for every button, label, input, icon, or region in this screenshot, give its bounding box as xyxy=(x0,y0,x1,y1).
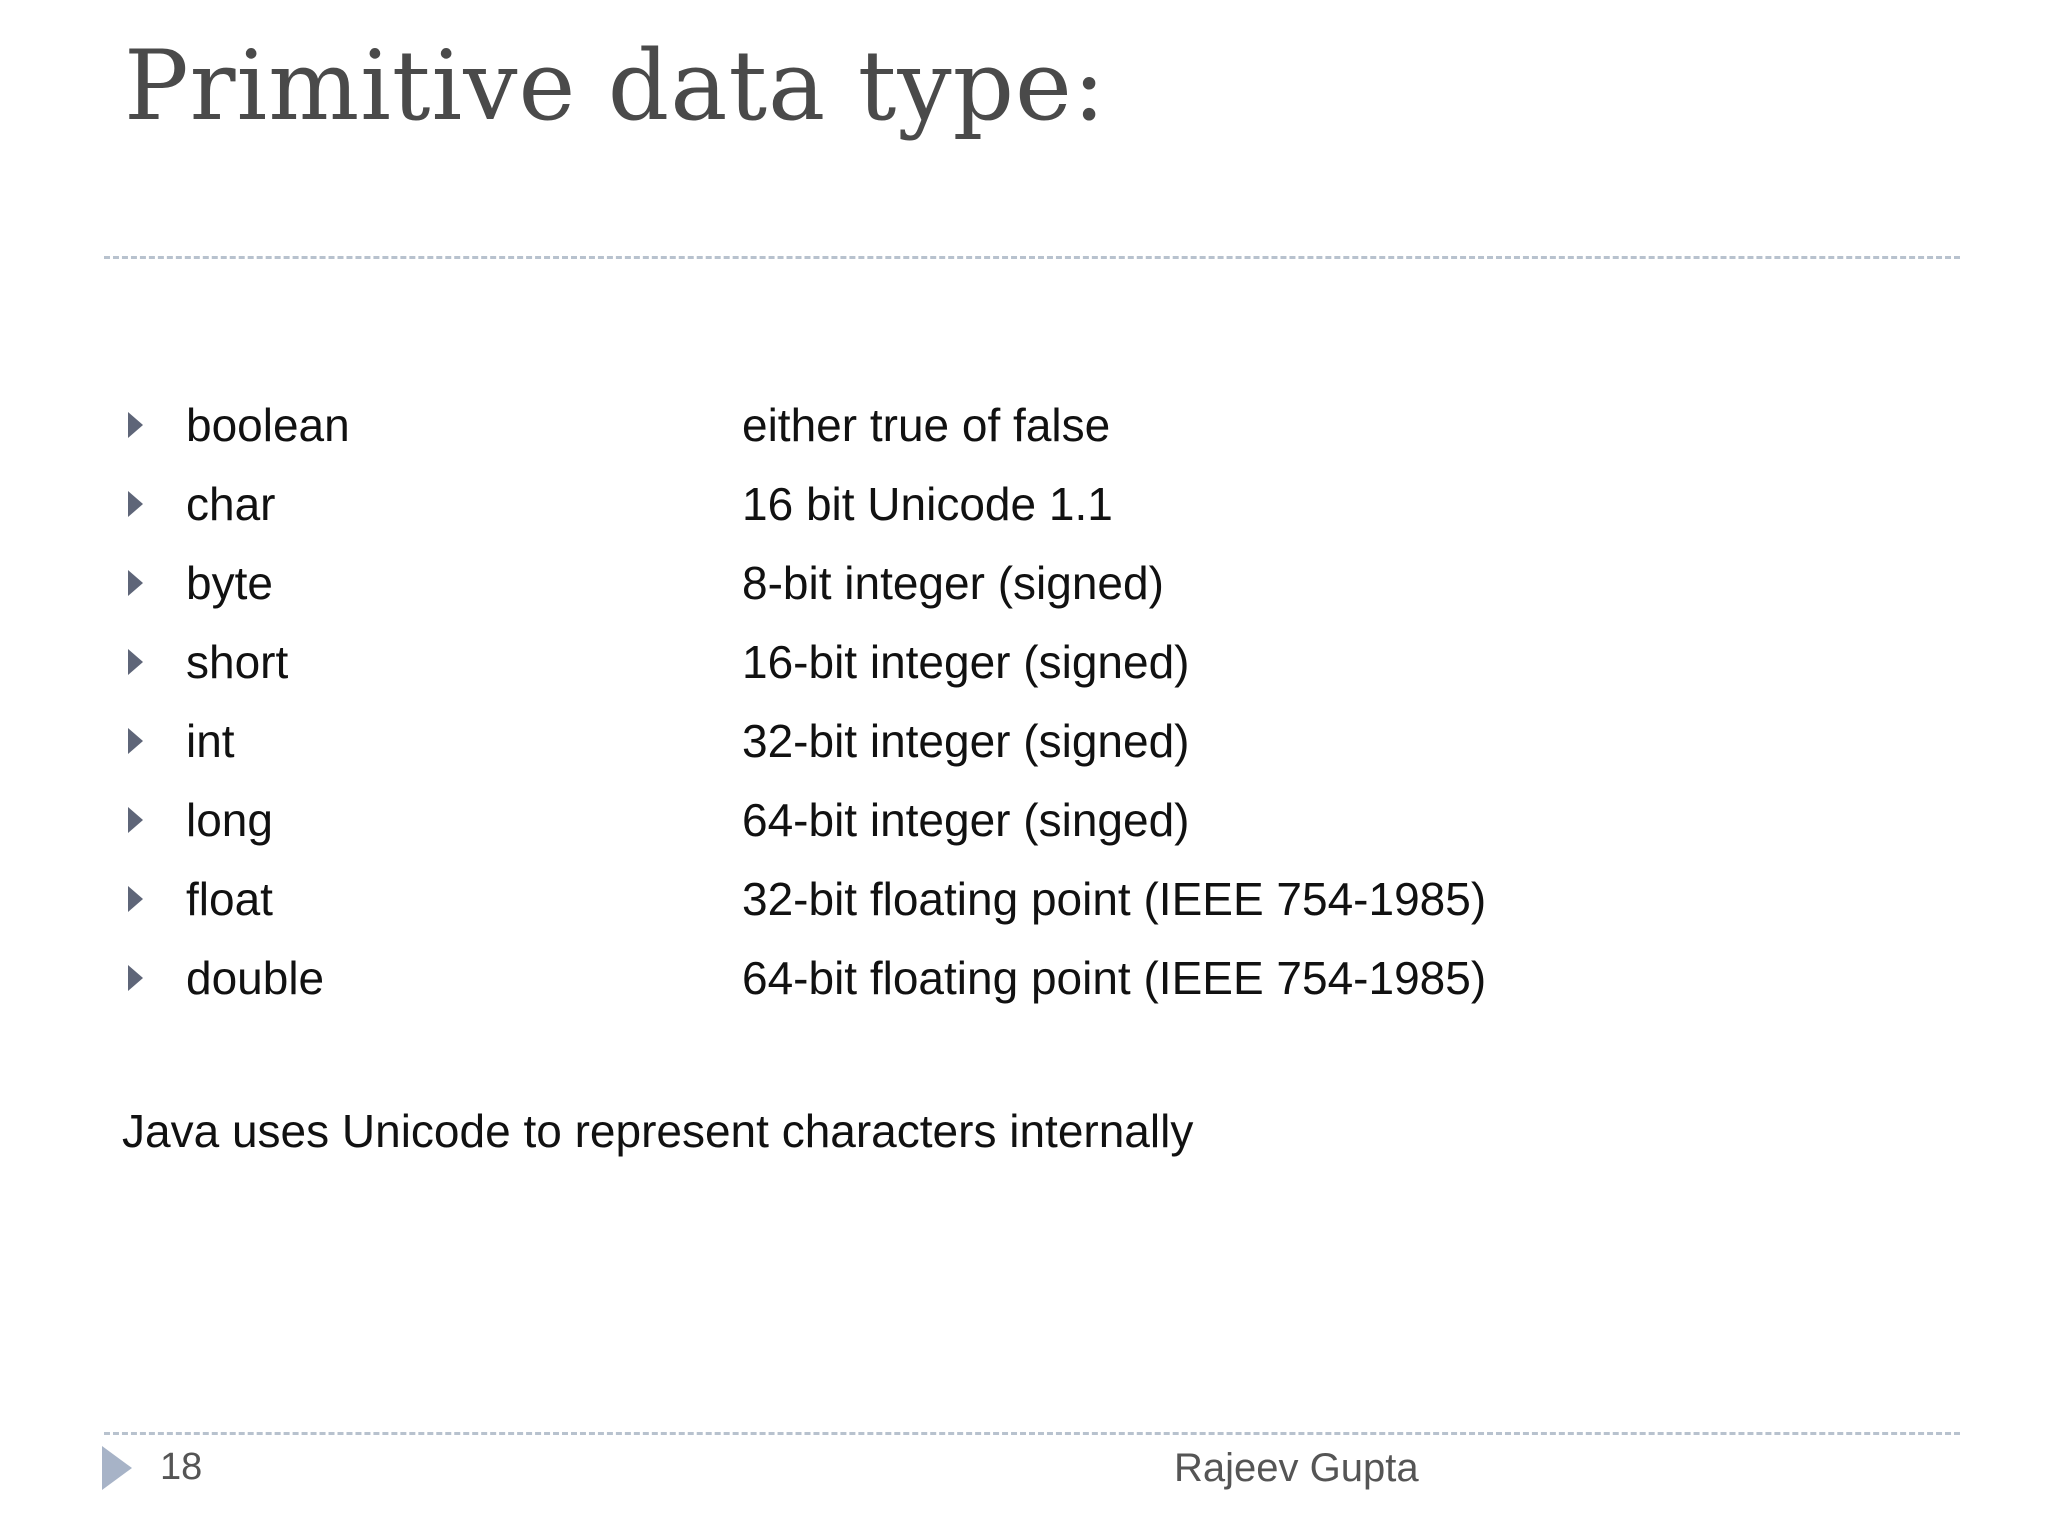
triangle-bullet-icon xyxy=(128,491,143,517)
list-item xyxy=(124,627,1924,706)
slide-title: Primitive data type: xyxy=(124,30,1107,142)
list-item xyxy=(124,943,1924,1022)
triangle-bullet-icon xyxy=(128,965,143,991)
triangle-bullet-icon xyxy=(128,807,143,833)
triangle-bullet-icon xyxy=(128,570,143,596)
list-item xyxy=(124,706,1924,785)
type-description: 64-bit integer (singed) xyxy=(742,794,1190,846)
list-item xyxy=(124,785,1924,864)
page-number: 18 xyxy=(160,1446,203,1488)
list-item xyxy=(124,390,1924,469)
triangle-bullet-icon xyxy=(128,886,143,912)
type-list xyxy=(124,390,1924,1022)
type-name: double xyxy=(186,952,325,1004)
triangle-bullet-icon xyxy=(128,649,143,675)
type-description: 32-bit integer (signed) xyxy=(742,715,1190,767)
type-description: 16 bit Unicode 1.1 xyxy=(742,478,1113,530)
unicode-note: Java uses Unicode to represent characters internally xyxy=(122,1105,1194,1157)
type-name: long xyxy=(186,794,273,846)
list-item xyxy=(124,548,1924,627)
type-name: byte xyxy=(186,557,273,609)
type-description: 32-bit floating point (IEEE 754-1985) xyxy=(742,873,1487,925)
type-name: int xyxy=(186,715,235,767)
triangle-arrow-icon xyxy=(102,1446,132,1490)
type-description: either true of false xyxy=(742,399,1111,451)
triangle-bullet-icon xyxy=(128,412,143,438)
type-name: char xyxy=(186,478,276,530)
type-name: boolean xyxy=(186,399,350,451)
type-description: 16-bit integer (signed) xyxy=(742,636,1190,688)
type-name: short xyxy=(186,636,289,688)
list-item xyxy=(124,469,1924,548)
type-description: 64-bit floating point (IEEE 754-1985) xyxy=(742,952,1487,1004)
type-description: 8-bit integer (signed) xyxy=(742,557,1164,609)
top-divider xyxy=(104,256,1960,259)
bottom-divider xyxy=(104,1432,1960,1435)
author-name: Rajeev Gupta xyxy=(1174,1446,1419,1490)
type-name: float xyxy=(186,873,273,925)
triangle-bullet-icon xyxy=(128,728,143,754)
list-item xyxy=(124,864,1924,943)
